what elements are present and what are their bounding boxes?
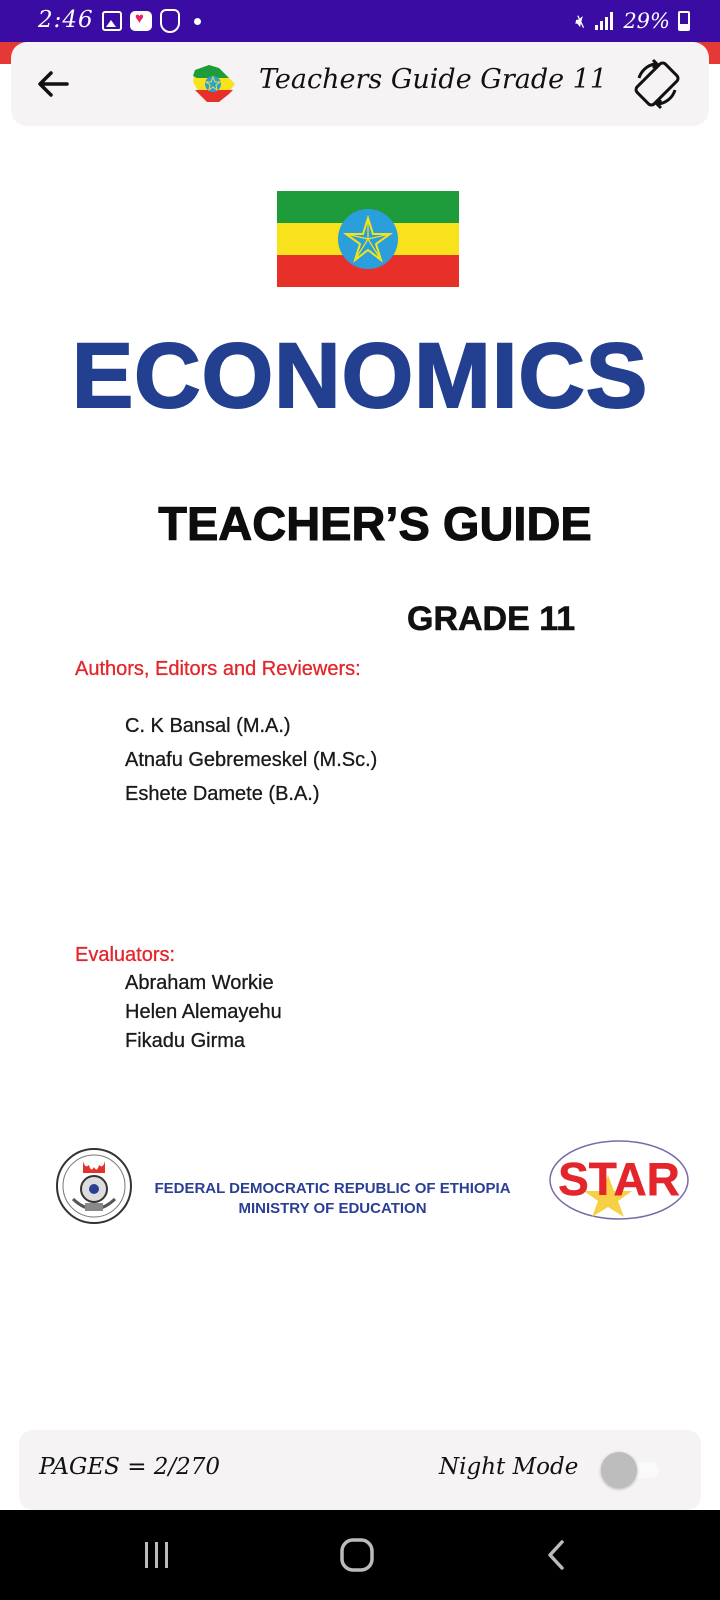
evaluators-heading: Evaluators:	[75, 944, 176, 966]
mute-icon: 🔇︎	[573, 10, 586, 32]
ministry-name	[150, 1179, 515, 1219]
back-button[interactable]	[33, 64, 73, 104]
signal-icon	[595, 12, 613, 30]
system-back-button[interactable]	[512, 1510, 602, 1600]
system-nav-bar	[0, 1510, 720, 1600]
ethiopian-flag	[277, 191, 459, 287]
back-arrow-icon	[33, 64, 73, 104]
star-publisher-logo	[548, 1139, 690, 1221]
reader-footer	[19, 1430, 701, 1510]
messenger-icon	[130, 11, 152, 31]
recents-icon	[140, 1538, 174, 1572]
night-mode-label: Night Mode	[439, 1454, 579, 1480]
status-time: 2:46	[38, 7, 94, 33]
book-grade: GRADE 11	[407, 600, 576, 638]
night-mode-toggle[interactable]	[601, 1452, 657, 1488]
evaluator-name: Helen Alemayehu	[125, 1001, 282, 1023]
author-name: Eshete Damete (B.A.)	[125, 783, 320, 805]
screen-rotate-icon	[631, 58, 683, 110]
home-button[interactable]	[312, 1510, 402, 1600]
dot-icon	[194, 18, 201, 25]
book-subtitle: TEACHER’S GUIDE	[158, 497, 592, 550]
app-title: Teachers Guide Grade 11	[259, 64, 608, 95]
author-name: C. K Bansal (M.A.)	[125, 715, 291, 737]
star-logo-text: STAR	[558, 1153, 680, 1205]
document-page[interactable]	[0, 126, 720, 1426]
ethiopia-map-logo	[189, 62, 239, 106]
status-bar	[0, 0, 720, 42]
notification-icons	[102, 9, 201, 33]
page-counter: PAGES = 2/270	[39, 1454, 221, 1480]
chevron-left-icon	[540, 1538, 574, 1572]
hand-icon	[160, 9, 180, 33]
ministry-line-1: FEDERAL DEMOCRATIC REPUBLIC OF ETHIOPIA	[154, 1180, 511, 1197]
evaluator-name: Abraham Workie	[125, 972, 274, 994]
app-header	[11, 42, 709, 126]
evaluator-name: Fikadu Girma	[125, 1030, 246, 1052]
battery-icon	[678, 11, 690, 31]
book-title: ECONOMICS	[71, 325, 649, 427]
authors-heading: Authors, Editors and Reviewers:	[75, 658, 361, 680]
battery-percent: 29%	[623, 9, 670, 33]
evaluators-list	[125, 972, 282, 1059]
home-icon	[337, 1535, 377, 1575]
toggle-thumb	[601, 1452, 637, 1488]
ministry-emblem	[55, 1147, 133, 1225]
system-icons	[574, 9, 670, 33]
rotate-screen-button[interactable]	[631, 58, 683, 110]
recents-button[interactable]	[112, 1510, 202, 1600]
image-icon	[102, 11, 122, 31]
author-name: Atnafu Gebremeskel (M.Sc.)	[125, 749, 378, 771]
ministry-line-2: MINISTRY OF EDUCATION	[238, 1200, 427, 1217]
authors-list	[125, 715, 377, 817]
